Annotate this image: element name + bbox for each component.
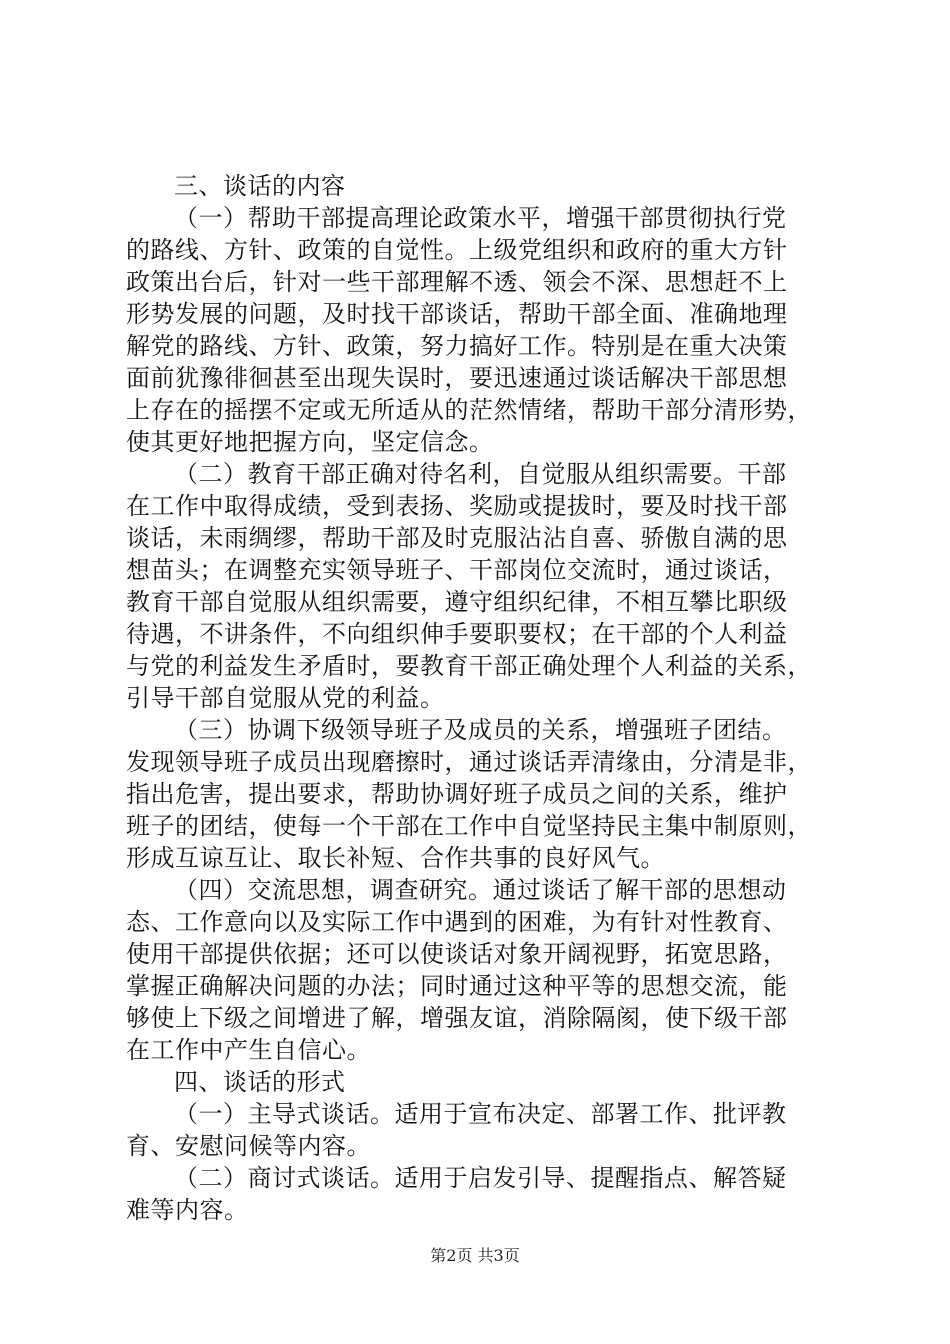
paragraph-line: 想苗头；在调整充实领导班子、干部岗位交流时，通过谈话， <box>126 556 788 584</box>
paragraph-line: 使其更好地把握方向，坚定信念。 <box>126 428 494 456</box>
paragraph-line: 难等内容。 <box>126 1196 249 1224</box>
paragraph-line: 面前犹豫徘徊甚至出现失误时，要迅速通过谈话解决干部思想 <box>126 364 788 392</box>
paragraph-line: 的路线、方针、政策的自觉性。上级党组织和政府的重大方针 <box>126 236 788 264</box>
paragraph-line: 发现领导班子成员出现磨擦时，通过谈话弄清缘由，分清是非， <box>126 748 812 776</box>
paragraph-line: （一）主导式谈话。适用于宣布决定、部署工作、批评教 <box>174 1100 787 1128</box>
paragraph-line: 形势发展的问题，及时找干部谈话，帮助干部全面、准确地理 <box>126 300 788 328</box>
paragraph-line: 态、工作意向以及实际工作中遇到的困难，为有针对性教育、 <box>126 908 788 936</box>
paragraph-line: 使用干部提供依据；还可以使谈话对象开阔视野，拓宽思路， <box>126 940 788 968</box>
paragraph-line: 与党的利益发生矛盾时，要教育干部正确处理个人利益的关系， <box>126 652 812 680</box>
document-body <box>126 170 826 1226</box>
paragraph-line: 在工作中取得成绩，受到表扬、奖励或提拔时，要及时找干部 <box>126 492 788 520</box>
paragraph-line: 政策出台后，针对一些干部理解不透、领会不深、思想赶不上 <box>126 268 788 296</box>
paragraph-line: 形成互谅互让、取长补短、合作共事的良好风气。 <box>126 844 665 872</box>
paragraph-line: （二）教育干部正确对待名利，自觉服从组织需要。干部 <box>174 460 787 488</box>
section-heading: 四、谈话的形式 <box>174 1068 346 1096</box>
paragraph-line: 掌握正确解决问题的办法；同时通过这种平等的思想交流，能 <box>126 972 788 1000</box>
paragraph-line: 指出危害，提出要求，帮助协调好班子成员之间的关系，维护 <box>126 780 788 808</box>
paragraph-line: 引导干部自觉服从党的利益。 <box>126 684 445 712</box>
paragraph-line: 教育干部自觉服从组织需要，遵守组织纪律，不相互攀比职级 <box>126 588 788 616</box>
paragraph-line: 够使上下级之间增进了解，增强友谊，消除隔阂，使下级干部 <box>126 1004 788 1032</box>
paragraph-line: 上存在的摇摆不定或无所适从的茫然情绪，帮助干部分清形势， <box>126 396 812 424</box>
paragraph-line: 在工作中产生自信心。 <box>126 1036 371 1064</box>
paragraph-line: 谈话，未雨绸缪，帮助干部及时克服沾沾自喜、骄傲自满的思 <box>126 524 788 552</box>
paragraph-line: 待遇，不讲条件，不向组织伸手要职要权；在干部的个人利益 <box>126 620 788 648</box>
paragraph-line: （二）商讨式谈话。适用于启发引导、提醒指点、解答疑 <box>174 1164 787 1192</box>
paragraph-line: 解党的路线、方针、政策，努力搞好工作。特别是在重大决策 <box>126 332 788 360</box>
paragraph-line: （四）交流思想，调查研究。通过谈话了解干部的思想动 <box>174 876 787 904</box>
paragraph-line: 班子的团结，使每一个干部在工作中自觉坚持民主集中制原则， <box>126 812 812 840</box>
section-heading: 三、谈话的内容 <box>174 172 346 200</box>
paragraph-line: 育、安慰问候等内容。 <box>126 1132 371 1160</box>
paragraph-line: （三）协调下级领导班子及成员的关系，增强班子团结。 <box>174 716 787 744</box>
page-number-footer: 第2页 共3页 <box>430 1246 520 1265</box>
paragraph-line: （一）帮助干部提高理论政策水平，增强干部贯彻执行党 <box>174 204 787 232</box>
